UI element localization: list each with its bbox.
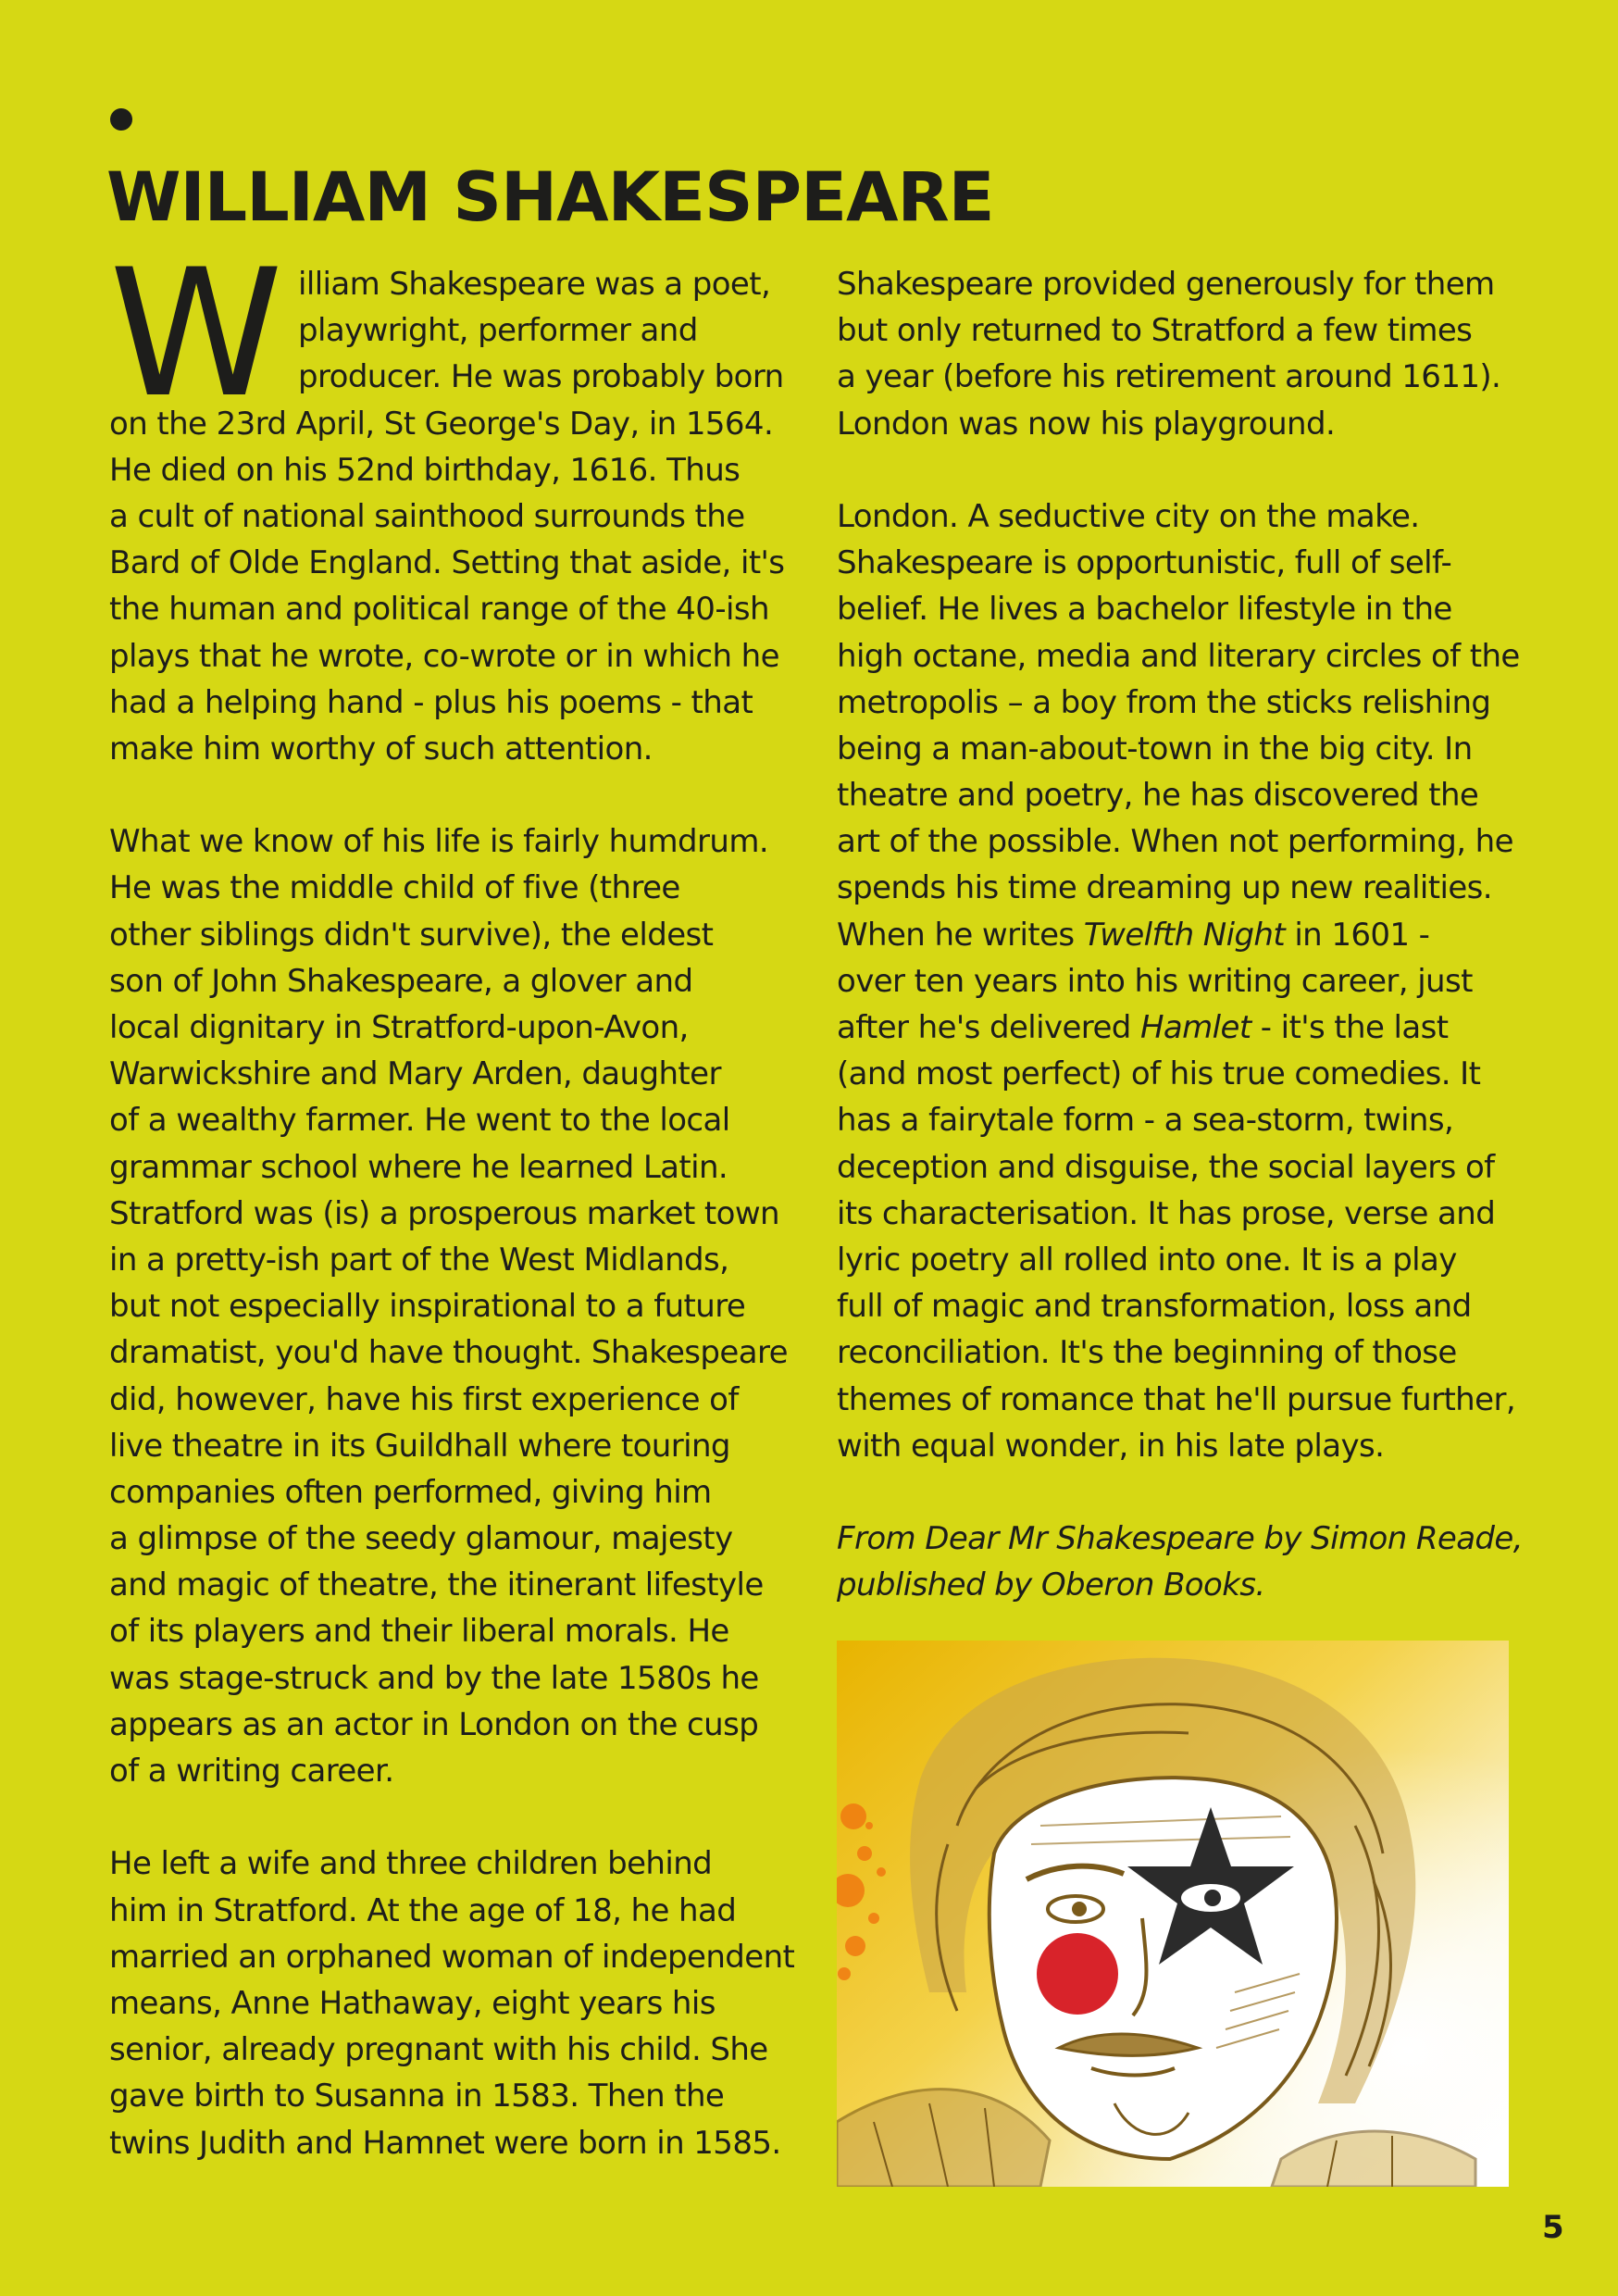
text-line: of its players and their liberal morals. He [109,1613,729,1651]
paragraph-gap [837,447,1522,493]
text-line: playwright, performer and [298,312,698,350]
text-line: companies often performed, giving him [109,1473,712,1511]
text-line: plays that he wrote, co-wrote or in which he [109,637,779,675]
page-number: 5 [1542,2209,1564,2246]
text-line: He died on his 52nd birthday, 1616. Thus [109,451,741,489]
text-line: Warwickshire and Mary Arden, daughter [109,1055,721,1093]
text-line: but not especially inspirational to a future [109,1288,746,1326]
text-line: a glimpse of the seedy glamour, majesty [109,1520,733,1558]
text-line: local dignitary in Stratford-upon-Avon, [109,1009,689,1046]
drop-cap: W [109,231,278,436]
text-line: London was now his playground. [837,405,1336,443]
text-line: high octane, media and literary circles of the [837,637,1520,675]
text-line: had a helping hand - plus his poems - that [109,683,753,721]
text-line: being a man-about-town in the big city. In [837,730,1473,767]
text-line: him in Stratford. At the age of 18, he had [109,1891,737,1929]
text-line: live theatre in its Guildhall where touring [109,1427,730,1465]
text-line: full of magic and transformation, loss and [837,1288,1472,1326]
text-line: and magic of theatre, the itinerant lifestyle [109,1566,764,1604]
text-line: means, Anne Hathaway, eight years his [109,1984,716,2022]
right-column-text-a [837,261,1522,912]
text-line: married an orphaned woman of independent [109,1938,795,1976]
text-line: theatre and poetry, he has discovered the [837,777,1479,815]
text-line: the human and political range of the 40-ish [109,591,769,629]
text-line: twins Judith and Hamnet were born in 1585. [109,2124,781,2162]
text-line: What we know of his life is fairly humdrum. [109,823,769,861]
text-line: London. A seductive city on the make. [837,497,1420,535]
text-line: did, however, have his first experience of [109,1380,739,1418]
text-line: dramatist, you'd have thought. Shakespeare [109,1334,788,1372]
text-line: producer. He was probably born [298,358,784,396]
text-line: of a wealthy farmer. He went to the local [109,1102,730,1140]
text-line: son of John Shakespeare, a glover and [109,962,693,1000]
left-column-text [109,261,795,2166]
play-title-hamlet: Hamlet [1139,1009,1251,1046]
left-column [109,231,795,2166]
text-line: make him worthy of such attention. [109,730,653,767]
paragraph-gap [109,772,785,818]
text-line: with equal wonder, in his late plays. [837,1427,1385,1465]
text-line: over ten years into his writing career, just [837,962,1473,1000]
paragraph-gap [837,1469,1522,1516]
text-line: a year (before his retirement around 1611). [837,358,1501,396]
text-line: was stage-struck and by the late 1580s he [109,1659,759,1697]
text-line: its characterisation. It has prose, verse and [837,1194,1496,1232]
text-line: art of the possible. When not performing, he [837,823,1513,861]
text-line: has a fairytale form - a sea-storm, twins, [837,1102,1454,1140]
right-column-text-b [837,1051,1522,1469]
text-line: He was the middle child of five (three [109,869,680,907]
text-line: reconciliation. It's the beginning of those [837,1334,1457,1372]
text-line: lyric poetry all rolled into one. It is a play [837,1241,1457,1279]
source-credit-line-1: From Dear Mr Shakespeare by Simon Reade, [837,1520,1523,1558]
text-line: in a pretty-ish part of the West Midlands, [109,1241,729,1279]
text-line: When he writes Twelfth Night in 1601 - [837,916,1430,954]
text-line: Bard of Olde England. Setting that aside, it's [109,544,785,582]
source-credit-line-2: published by Oberon Books. [837,1566,1265,1604]
text-line: deception and disguise, the social layers of [837,1148,1495,1186]
text-line: He left a wife and three children behind [109,1845,713,1883]
text-line: a cult of national sainthood surrounds the [109,497,745,535]
text-line: Stratford was (is) a prosperous market town [109,1194,779,1232]
text-line: Shakespeare provided generously for them [837,266,1495,303]
text-line: appears as an actor in London on the cusp [109,1705,759,1743]
text-line: Shakespeare is opportunistic, full of self- [837,544,1452,582]
text-line: themes of romance that he'll pursue further, [837,1380,1516,1418]
text-line: gave birth to Susanna in 1583. Then the [109,2078,725,2115]
text-line: grammar school where he learned Latin. [109,1148,728,1186]
shakespeare-portrait-illustration-icon [837,1641,1509,2187]
text-line: on the 23rd April, St George's Day, in 1564. [109,405,774,443]
text-line: but only returned to Stratford a few times [837,312,1473,350]
right-column [837,261,1522,1608]
text-line: spends his time dreaming up new realities. [837,869,1492,907]
page-title: WILLIAM SHAKESPEARE [106,158,994,237]
title-bullet [110,108,132,131]
text-line: metropolis – a boy from the sticks relishing [837,683,1491,721]
text-line: belief. He lives a bachelor lifestyle in the [837,591,1452,629]
text-line: senior, already pregnant with his child. She [109,2031,768,2069]
text-line: (and most perfect) of his true comedies. It [837,1055,1481,1093]
text-line: illiam Shakespeare was a poet, [298,266,771,303]
text-line: other siblings didn't survive), the eldest [109,916,714,954]
text-line: after he's delivered Hamlet - it's the last [837,1009,1449,1046]
paragraph-gap [109,1794,785,1841]
text-line: of a writing career. [109,1753,394,1790]
play-title-twelfth-night: Twelfth Night [1083,916,1286,954]
